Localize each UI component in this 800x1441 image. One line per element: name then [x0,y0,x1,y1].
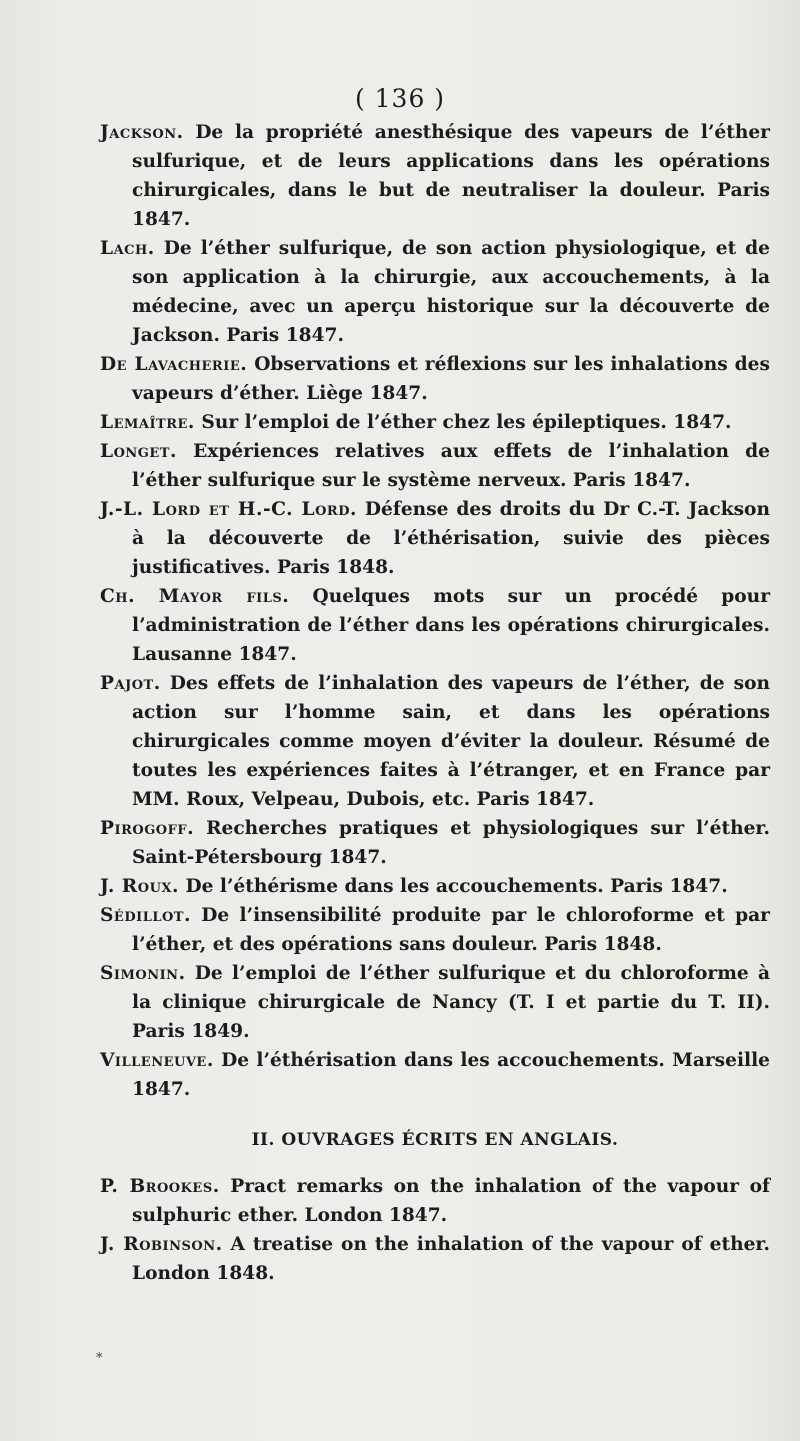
entry-text: De l’éther sulfurique, de son action physiologique, et de son application à la chirurgie, aux accouchements, à la médecine, avec un aperçu historique sur la découverte de Jackson. Paris 1847. [132,238,770,346]
bibliography-entry [100,408,770,437]
bibliography-entry [100,234,770,350]
entry-text: Pract remarks on the inhalation of the vapour of sulphuric ether. London 1847. [132,1176,771,1226]
entry-author: J.-L. Lord et H.-C. Lord. [100,499,357,520]
bibliography-entry [100,901,770,959]
entry-author: Lach. [100,238,155,259]
entry-author: Ch. Mayor fils. [100,586,290,607]
page-number: ( 136 ) [354,84,446,113]
bibliography-entry [100,1172,770,1230]
entry-text: A treatise on the inhalation of the vapour of ether. London 1848. [132,1234,770,1284]
entry-author: Sédillot. [100,905,191,926]
entry-text: Défense des droits du Dr C.-T. Jackson à la découverte de l’éthérisation, suivie des pièces justificatives. Paris 1848. [132,499,770,578]
entry-text: Sur l’emploi de l’éther chez les épileptiques. 1847. [201,412,732,433]
entry-text: De l’éthérisme dans les accouchements. Paris 1847. [185,876,728,897]
entry-author: De Lavacherie. [100,354,248,375]
entry-author: Pirogoff. [100,818,195,839]
section-heading: II. OUVRAGES ÉCRITS EN ANGLAIS. [251,1130,619,1150]
entry-author: Longet. [100,441,177,462]
entry-text: Expériences relatives aux effets de l’inhalation de l’éther sulfurique sur le système nerveux. Paris 1847. [132,441,770,491]
bibliography-entry [100,959,770,1046]
bibliography [100,118,770,1288]
entry-author: J. Robinson. [100,1234,223,1255]
entry-author: Villeneuve. [100,1050,214,1071]
french-bibliography-list [100,118,770,1104]
entry-author: Jackson. [100,122,184,143]
entry-text: Des effets de l’inhalation des vapeurs de l’éther, de son action sur l’homme sain, et dans les opérations chirurgicales comme moyen d’éviter la douleur. Résumé de toutes les expériences faites à l’étranger, et en France par MM. Roux, Velpeau, Dubois, etc. Paris 1847. [132,673,770,810]
entry-author: J. Roux. [100,876,179,897]
bibliography-entry [100,350,770,408]
entry-author: Lemaître. [100,412,195,433]
entry-author: Pajot. [100,673,161,694]
entry-text: De l’éthérisation dans les accouchements. Marseille 1847. [132,1050,770,1100]
english-bibliography-list [100,1172,770,1288]
bibliography-entry [100,1230,770,1288]
bibliography-entry [100,582,770,669]
entry-text: Recherches pratiques et physiologiques sur l’éther. Saint-Pétersbourg 1847. [132,818,770,868]
entry-text: De l’emploi de l’éther sulfurique et du chloroforme à la clinique chirurgicale de Nancy (T. I et partie du T. II). Paris 1849. [132,963,770,1042]
bibliography-entry [100,437,770,495]
stray-mark: * [96,1351,103,1366]
entry-text: Observations et réflexions sur les inhalations des vapeurs d’éther. Liège 1847. [132,354,770,404]
bibliography-entry [100,872,770,901]
bibliography-entry [100,669,770,814]
bibliography-entry [100,495,770,582]
entry-author: Simonin. [100,963,186,984]
entry-text: De la propriété anesthésique des vapeurs de l’éther sulfurique, et de leurs applications dans les opérations chirurgicales, dans le but de neutraliser la douleur. Paris 1847. [132,122,770,230]
entry-text: Quelques mots sur un procédé pour l’administration de l’éther dans les opérations chirurgicales. Lausanne 1847. [132,586,770,665]
entry-text: De l’insensibilité produite par le chloroforme et par l’éther, et des opérations sans douleur. Paris 1848. [132,905,770,955]
bibliography-entry [100,118,770,234]
bibliography-entry [100,814,770,872]
bibliography-entry [100,1046,770,1104]
entry-author: P. Brookes. [100,1176,220,1197]
